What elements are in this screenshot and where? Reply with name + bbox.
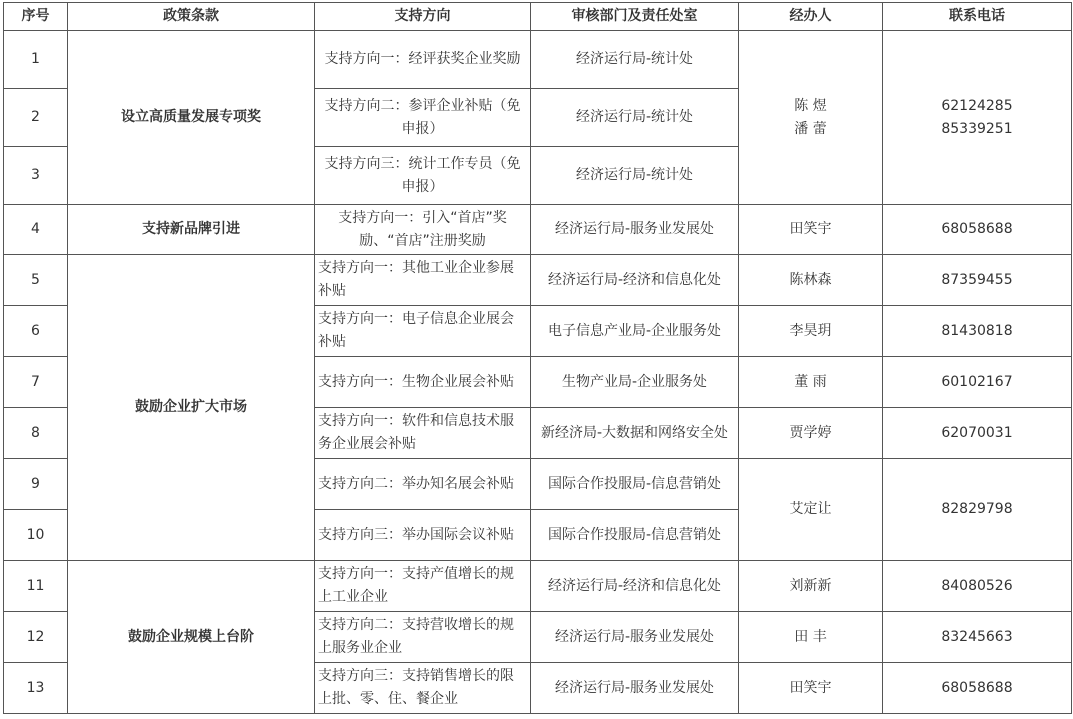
phone-cell: 87359455 [883,255,1072,306]
direction-cell: 支持方向一：其他工业企业参展补贴 [315,255,531,306]
phone-cell: 81430818 [883,306,1072,357]
handler-cell: 贾学婷 [739,408,883,459]
policy-cell: 设立高质量发展专项奖 [68,31,315,205]
direction-cell: 支持方向一：引入“首店”奖励、“首店”注册奖励 [315,205,531,255]
direction-cell: 支持方向一：生物企业展会补贴 [315,357,531,408]
department-cell: 经济运行局-服务业发展处 [531,205,739,255]
table-row [4,31,1072,89]
direction-cell: 支持方向一：经评获奖企业奖励 [315,31,531,89]
direction-cell: 支持方向三：支持销售增长的限上批、零、住、餐企业 [315,663,531,714]
row-no: 5 [4,255,68,306]
direction-cell: 支持方向二：支持营收增长的规上服务业企业 [315,612,531,663]
row-no: 12 [4,612,68,663]
handler-cell: 陈林森 [739,255,883,306]
handler-cell: 李昊玥 [739,306,883,357]
department-cell: 国际合作投服局-信息营销处 [531,459,739,510]
header-handler: 经办人 [739,3,883,31]
direction-cell: 支持方向三：举办国际会议补贴 [315,510,531,561]
phone-cell: 60102167 [883,357,1072,408]
row-no: 4 [4,205,68,255]
header-department: 审核部门及责任处室 [531,3,739,31]
phone-cell: 68058688 [883,663,1072,714]
department-cell: 经济运行局-统计处 [531,147,739,205]
department-cell: 经济运行局-经济和信息化处 [531,561,739,612]
department-cell: 国际合作投服局-信息营销处 [531,510,739,561]
handler-cell: 陈 煜 潘 蕾 [739,31,883,205]
handler-cell: 田 丰 [739,612,883,663]
direction-cell: 支持方向一：支持产值增长的规上工业企业 [315,561,531,612]
row-no: 7 [4,357,68,408]
department-cell: 经济运行局-经济和信息化处 [531,255,739,306]
handler-cell: 董 雨 [739,357,883,408]
department-cell: 电子信息产业局-企业服务处 [531,306,739,357]
row-no: 2 [4,89,68,147]
phone-cell: 83245663 [883,612,1072,663]
row-no: 13 [4,663,68,714]
handler-cell: 田笑宇 [739,663,883,714]
table-row [4,561,1072,612]
header-policy: 政策条款 [68,3,315,31]
row-no: 11 [4,561,68,612]
header-no: 序号 [4,3,68,31]
row-no: 3 [4,147,68,205]
table-header-row [4,3,1072,31]
policy-cell: 支持新品牌引进 [68,205,315,255]
direction-cell: 支持方向三：统计工作专员（免申报） [315,147,531,205]
row-no: 8 [4,408,68,459]
header-direction: 支持方向 [315,3,531,31]
phone-cell: 62070031 [883,408,1072,459]
row-no: 6 [4,306,68,357]
handler-cell: 刘新新 [739,561,883,612]
header-phone: 联系电话 [883,3,1072,31]
department-cell: 经济运行局-统计处 [531,89,739,147]
direction-cell: 支持方向一：电子信息企业展会补贴 [315,306,531,357]
department-cell: 经济运行局-统计处 [531,31,739,89]
row-no: 9 [4,459,68,510]
direction-cell: 支持方向一：软件和信息技术服务企业展会补贴 [315,408,531,459]
phone-cell: 84080526 [883,561,1072,612]
direction-cell: 支持方向二：举办知名展会补贴 [315,459,531,510]
department-cell: 经济运行局-服务业发展处 [531,663,739,714]
row-no: 10 [4,510,68,561]
policy-table [3,2,1072,714]
phone-cell: 82829798 [883,459,1072,561]
policy-cell: 鼓励企业规模上台阶 [68,561,315,714]
department-cell: 生物产业局-企业服务处 [531,357,739,408]
department-cell: 新经济局-大数据和网络安全处 [531,408,739,459]
handler-cell: 艾定让 [739,459,883,561]
phone-cell: 68058688 [883,205,1072,255]
table-row [4,255,1072,306]
handler-cell: 田笑宇 [739,205,883,255]
policy-cell: 鼓励企业扩大市场 [68,255,315,561]
table-row [4,205,1072,255]
direction-cell: 支持方向二：参评企业补贴（免申报） [315,89,531,147]
department-cell: 经济运行局-服务业发展处 [531,612,739,663]
row-no: 1 [4,31,68,89]
phone-cell: 62124285 85339251 [883,31,1072,205]
